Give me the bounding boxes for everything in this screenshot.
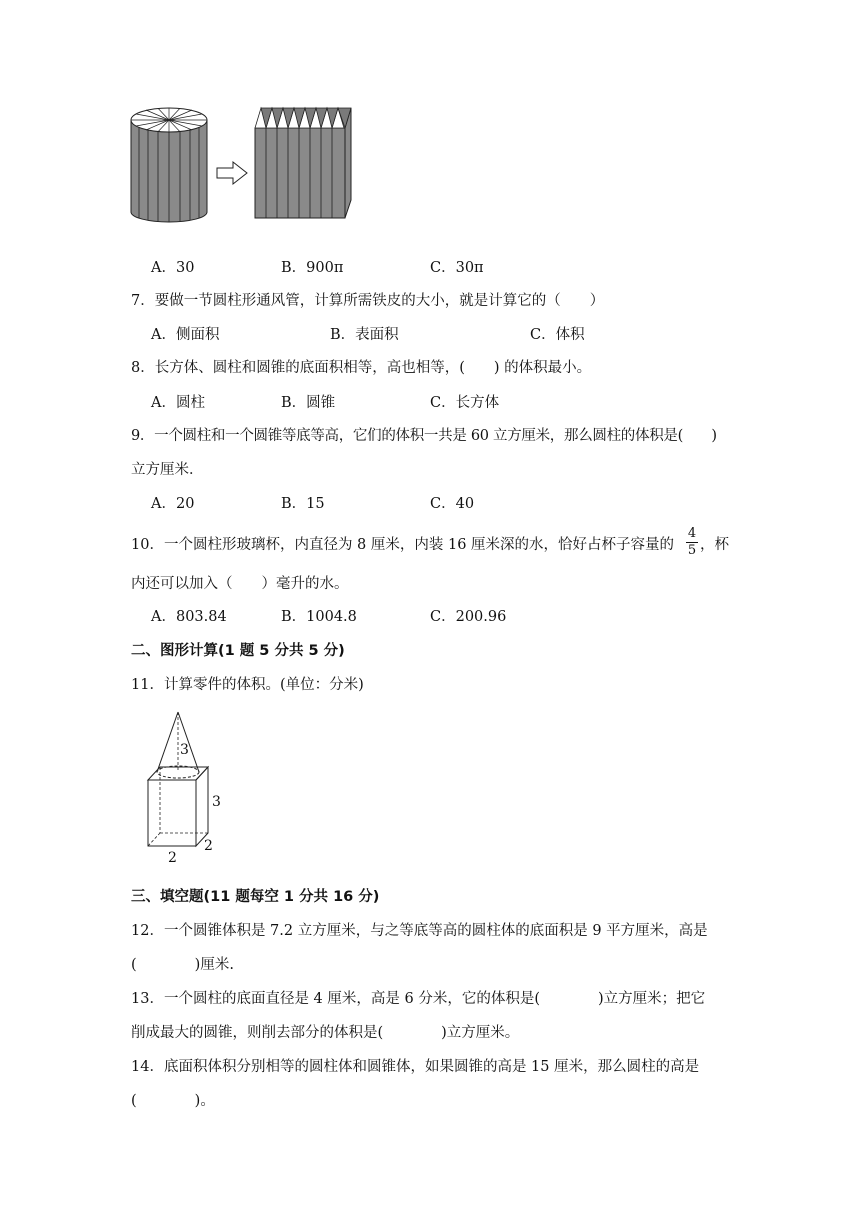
q9-question-line1: 9．一个圆柱和一个圆锥等底等高，它们的体积一共是 60 立方厘米，那么圆柱的体积是( ) xyxy=(131,428,717,444)
q13-question-line2: 削成最大的圆锥，则削去部分的体积是( )立方厘米。 xyxy=(131,1025,520,1041)
q7-option-a: A．侧面积 xyxy=(151,327,220,343)
cuboid-width-label: 2 xyxy=(204,838,213,854)
q6-option-c: C．30π xyxy=(430,260,484,276)
q6-option-a: A．30 xyxy=(151,260,195,276)
q11-question: 11．计算零件的体积。(单位：分米) xyxy=(131,677,364,693)
q10-fraction-numerator: 4 xyxy=(687,526,697,541)
q8-option-c: C．长方体 xyxy=(430,395,500,411)
section-3-heading: 三、填空题(11 题每空 1 分共 16 分) xyxy=(131,889,380,905)
q12-question-line1: 12．一个圆锥体积是 7.2 立方厘米，与之等底等高的圆柱体的底面积是 9 平方厘米，高是 xyxy=(131,923,708,939)
q10-fraction-denominator: 5 xyxy=(687,543,697,558)
q14-question-line2: ( )。 xyxy=(131,1093,215,1109)
q8-option-b: B．圆锥 xyxy=(281,395,336,411)
q7-question: 7．要做一节圆柱形通风管，计算所需铁皮的大小，就是计算它的（ ） xyxy=(131,293,605,309)
section-2-heading: 二、图形计算(1 题 5 分共 5 分) xyxy=(131,643,345,659)
q10-question-line1: 10．一个圆柱形玻璃杯，内直径为 8 厘米，内装 16 厘米深的水，恰好占杯子容量的 xyxy=(131,537,675,553)
q7-option-c: C．体积 xyxy=(530,327,585,343)
q10-question-line2: 内还可以加入（ ）毫升的水。 xyxy=(131,576,349,592)
q9-option-b: B．15 xyxy=(281,496,325,512)
q9-option-c: C．40 xyxy=(430,496,475,512)
q10-option-a: A．803.84 xyxy=(151,609,227,625)
cuboid-height-label: 3 xyxy=(212,794,221,810)
q13-question-line1: 13．一个圆柱的底面直径是 4 厘米，高是 6 分米，它的体积是( )立方厘米；把它 xyxy=(131,991,706,1007)
q10-option-c: C．200.96 xyxy=(430,609,507,625)
q10-option-b: B．1004.8 xyxy=(281,609,357,625)
q12-question-line2: ( )厘米. xyxy=(131,957,234,973)
cone-height-label: 3 xyxy=(180,742,189,758)
q10-question-line1-end: ，杯 xyxy=(700,537,729,553)
cone-on-cuboid-figure xyxy=(138,706,238,866)
q10-fraction xyxy=(686,527,698,558)
q6-option-b: B．900π xyxy=(281,260,344,276)
q8-option-a: A．圆柱 xyxy=(151,395,205,411)
q9-option-a: A．20 xyxy=(151,496,195,512)
q7-option-b: B．表面积 xyxy=(330,327,399,343)
cylinder-cut-figure xyxy=(125,100,365,230)
q9-question-line2: 立方厘米． xyxy=(131,462,204,478)
cuboid-length-label: 2 xyxy=(168,850,177,866)
q8-question: 8．长方体、圆柱和圆锥的底面积相等，高也相等，( ) 的体积最小。 xyxy=(131,360,592,376)
q14-question-line1: 14．底面积体积分别相等的圆柱体和圆锥体，如果圆锥的高是 15 厘米，那么圆柱的高是 xyxy=(131,1059,700,1075)
